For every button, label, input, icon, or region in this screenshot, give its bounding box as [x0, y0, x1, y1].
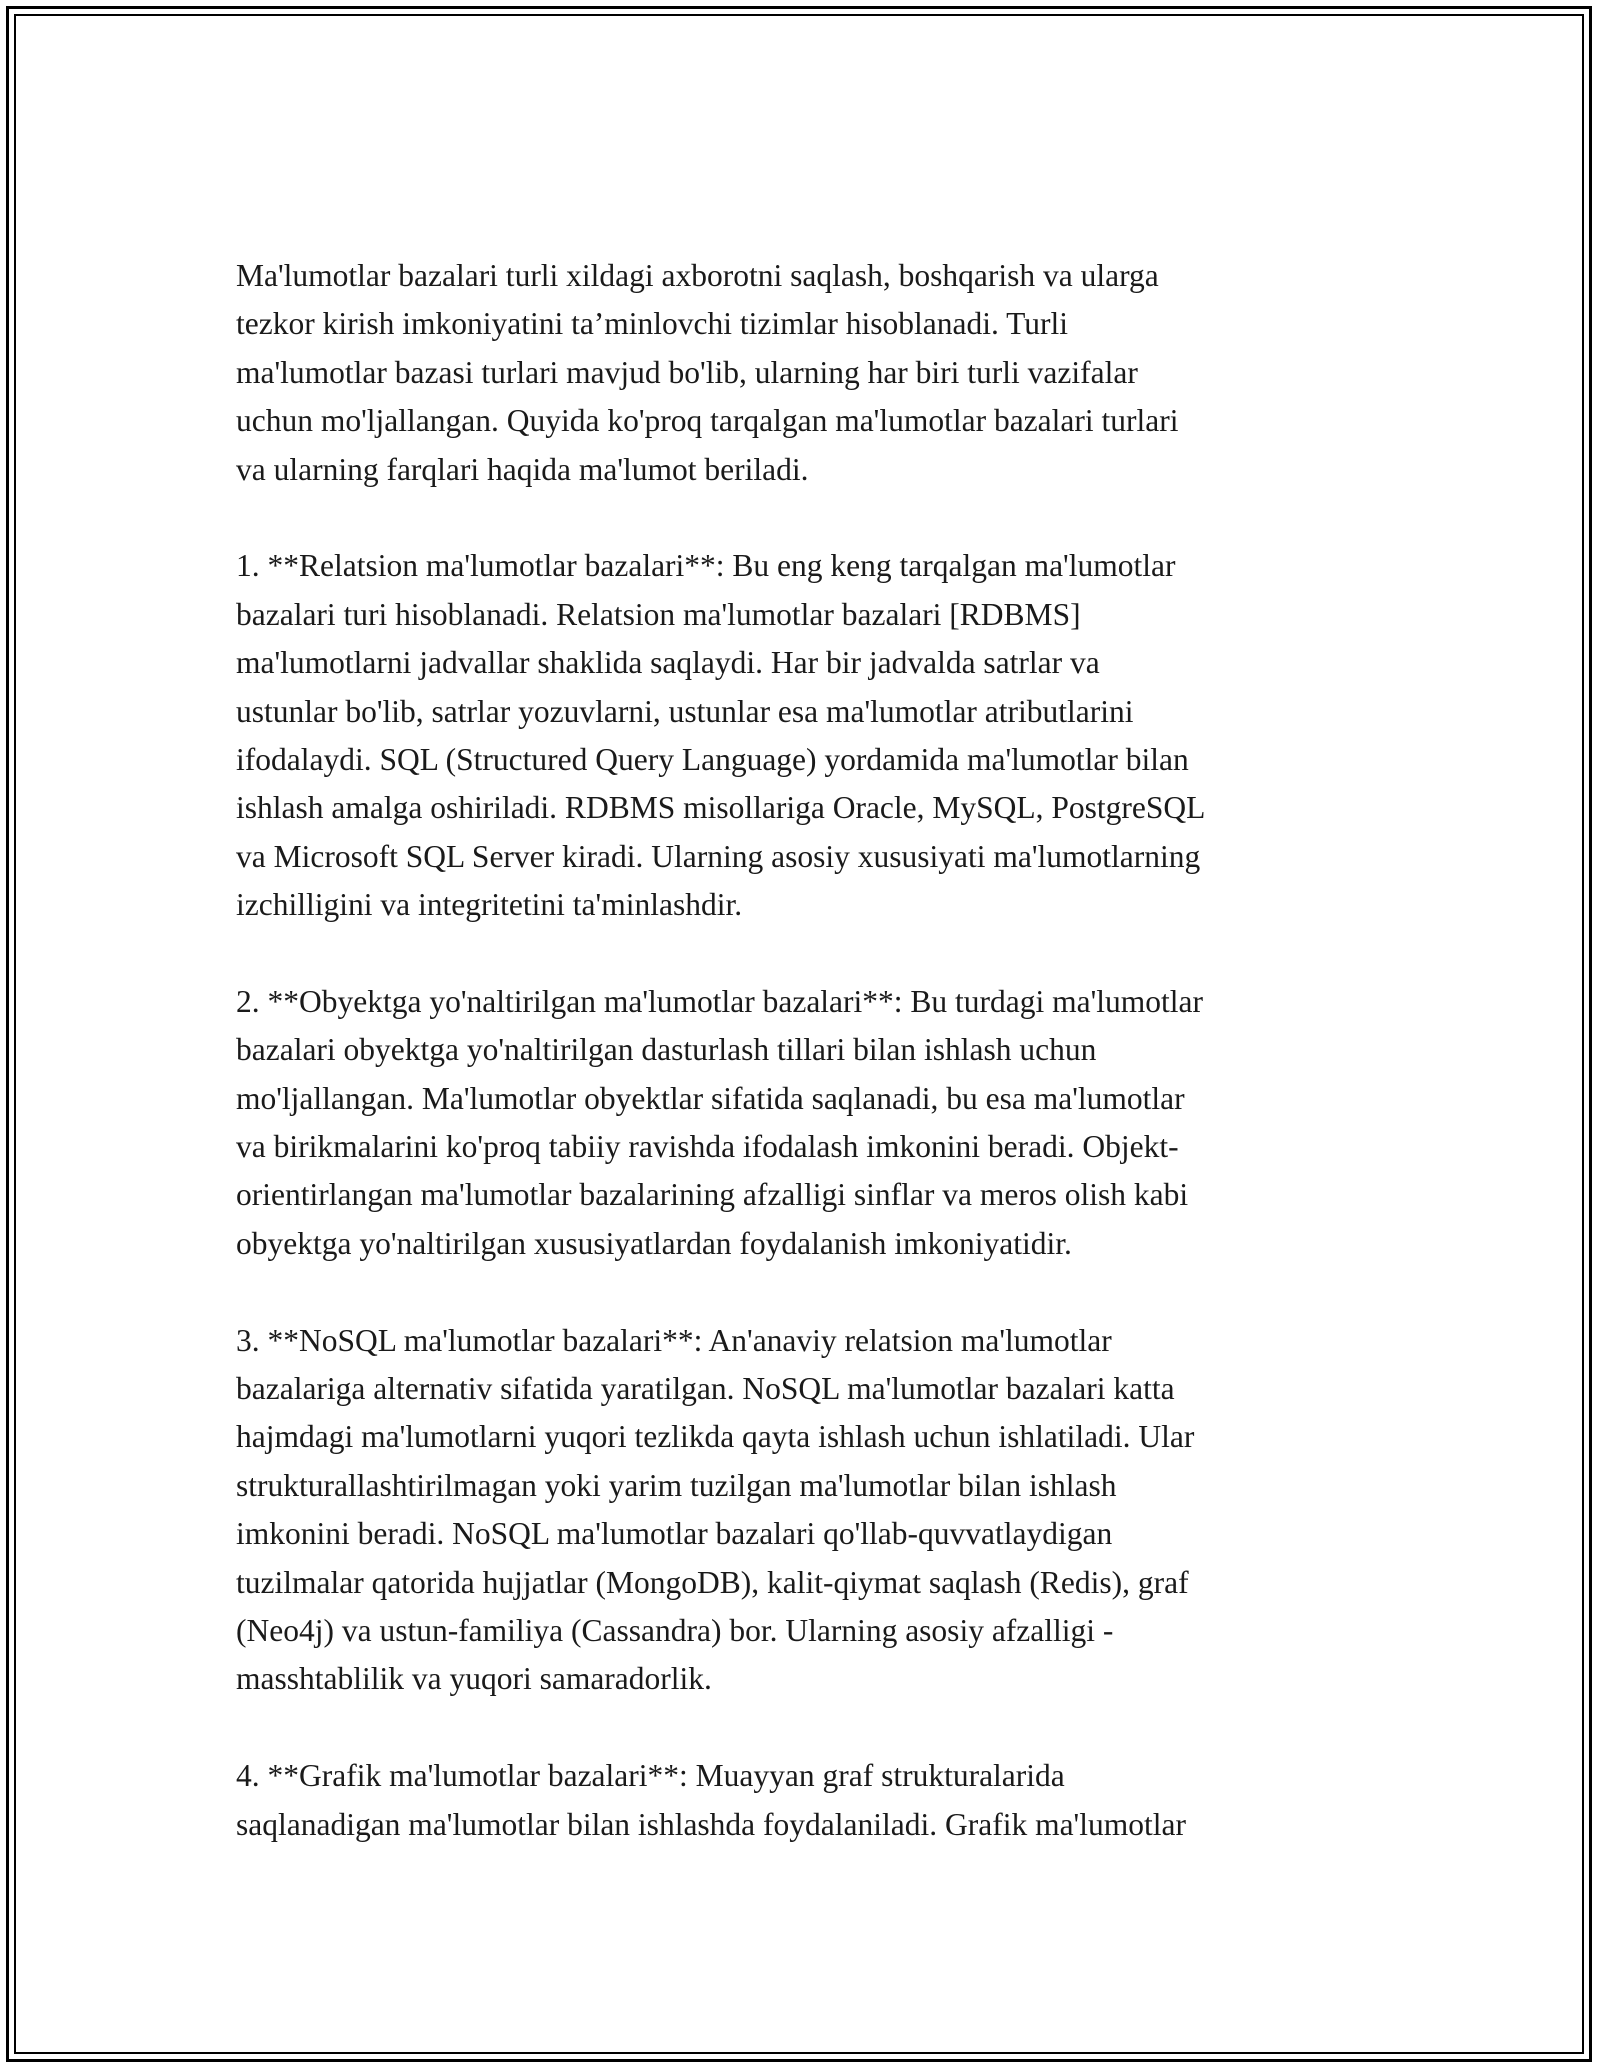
text-line: 2. **Obyektga yo'naltirilgan ma'lumotlar bazalari**: Bu turdagi ma'lumotlar	[236, 983, 1204, 1019]
text-line: obyektga yo'naltirilgan xususiyatlardan foydalanish imkoniyatidir.	[236, 1225, 1072, 1261]
text-line: masshtablilik va yuqori samaradorlik.	[236, 1661, 712, 1697]
text-line: Ma'lumotlar bazalari turli xildagi axborotni saqlash, boshqarish va ularga	[236, 258, 1159, 293]
text-line: 1. **Relatsion ma'lumotlar bazalari**: Bu eng keng tarqalgan ma'lumotlar	[236, 548, 1176, 584]
paragraph-intro	[236, 252, 1376, 494]
text-line: 3. **NoSQL ma'lumotlar bazalari**: An'anaviy relatsion ma'lumotlar	[236, 1322, 1112, 1358]
paragraph-gap	[236, 1268, 1376, 1316]
paragraph-gap	[236, 1704, 1376, 1752]
text-line: ma'lumotlarni jadvallar shaklida saqlaydi. Har bir jadvalda satrlar va	[236, 645, 1100, 681]
text-line: va Microsoft SQL Server kiradi. Ularning asosiy xususiyati ma'lumotlarning	[236, 838, 1201, 874]
text-line: bazalari turi hisoblanadi. Relatsion ma'lumotlar bazalari [RDBMS]	[236, 596, 1081, 632]
paragraph-graph	[236, 1752, 1376, 1849]
text-line: orientirlangan ma'lumotlar bazalarining afzalligi sinflar va meros olish kabi	[236, 1177, 1189, 1213]
text-line: ustunlar bo'lib, satrlar yozuvlarni, ustunlar esa ma'lumotlar atributlarini	[236, 693, 1134, 729]
paragraph-relational	[236, 542, 1376, 929]
text-line: hajmdagi ma'lumotlarni yuqori tezlikda qayta ishlash uchun ishlatiladi. Ular	[236, 1419, 1195, 1455]
text-line: imkonini beradi. NoSQL ma'lumotlar bazalari qo'llab-quvvatlaydigan	[236, 1516, 1113, 1552]
text-line: (Neo4j) va ustun-familiya (Cassandra) bor. Ularning asosiy afzalligi -	[236, 1612, 1114, 1648]
text-line: tezkor kirish imkoniyatini ta’minlovchi tizimlar hisoblanadi. Turli	[236, 306, 1069, 342]
text-line: 4. **Grafik ma'lumotlar bazalari**: Muayyan graf strukturalarida	[236, 1758, 1065, 1794]
text-line: ma'lumotlar bazasi turlari mavjud bo'lib, ularning har biri turli vazifalar	[236, 354, 1138, 390]
text-line: mo'ljallangan. Ma'lumotlar obyektlar sifatida saqlanadi, bu esa ma'lumotlar	[236, 1080, 1185, 1116]
document-body	[236, 252, 1376, 1849]
paragraph-object-oriented	[236, 978, 1376, 1268]
text-line: strukturallashtirilmagan yoki yarim tuzilgan ma'lumotlar bilan ishlash	[236, 1467, 1117, 1503]
text-line: ishlash amalga oshiriladi. RDBMS misollariga Oracle, MySQL, PostgreSQL	[236, 790, 1206, 826]
text-line: ifodalaydi. SQL (Structured Query Language) yordamida ma'lumotlar bilan	[236, 741, 1189, 777]
text-line: bazalariga alternativ sifatida yaratilgan. NoSQL ma'lumotlar bazalari katta	[236, 1370, 1175, 1406]
text-line: izchilligini va integritetini ta'minlashdir.	[236, 887, 743, 923]
text-line: saqlanadigan ma'lumotlar bilan ishlashda foydalaniladi. Grafik ma'lumotlar	[236, 1806, 1186, 1842]
paragraph-gap	[236, 929, 1376, 977]
text-line: va birikmalarini ko'proq tabiiy ravishda ifodalash imkonini beradi. Objekt-	[236, 1129, 1179, 1165]
text-line: va ularning farqlari haqida ma'lumot beriladi.	[236, 451, 809, 487]
paragraph-nosql	[236, 1317, 1376, 1704]
paragraph-gap	[236, 494, 1376, 542]
text-line: tuzilmalar qatorida hujjatlar (MongoDB), kalit-qiymat saqlash (Redis), graf	[236, 1564, 1189, 1600]
text-line: uchun mo'ljallangan. Quyida ko'proq tarqalgan ma'lumotlar bazalari turlari	[236, 403, 1179, 439]
text-line: bazalari obyektga yo'naltirilgan dasturlash tillari bilan ishlash uchun	[236, 1032, 1097, 1068]
